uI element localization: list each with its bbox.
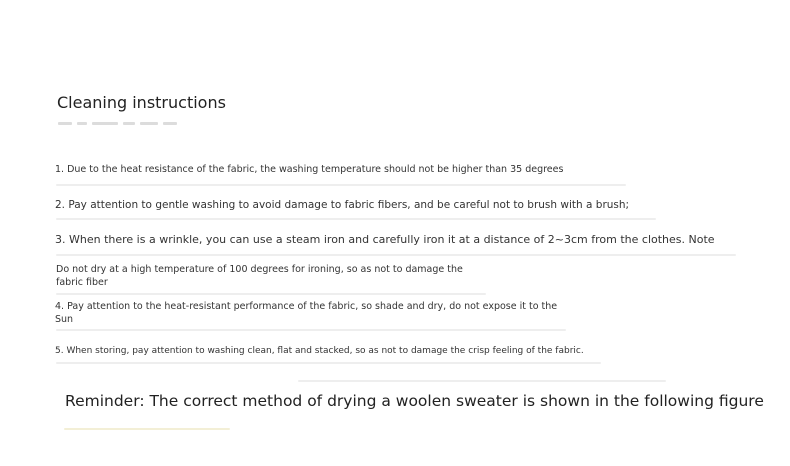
ghost-text-decoration [56, 293, 486, 295]
ghost-text-decoration [56, 218, 656, 220]
ghost-text-decoration [64, 428, 230, 430]
section-title: Cleaning instructions [57, 93, 226, 112]
ghost-text-decoration [56, 329, 566, 331]
ghost-text-decoration [298, 380, 666, 382]
title-underline-decoration [58, 120, 234, 126]
instruction-item-3: 3. When there is a wrinkle, you can use a steam iron and carefully iron it at a distance of 2~3cm from the clothes. Note [55, 233, 715, 246]
ghost-text-decoration [56, 184, 626, 186]
instruction-item-3-continued-line-2: fabric fiber [56, 277, 108, 288]
ghost-text-decoration [56, 254, 736, 256]
instruction-item-4-line-1: 4. Pay attention to the heat-resistant performance of the fabric, so shade and dry, do not expose it to the [55, 301, 558, 312]
instruction-item-3-continued-line-1: Do not dry at a high temperature of 100 degrees for ironing, so as not to damage the [56, 264, 463, 275]
instruction-item-1: 1. Due to the heat resistance of the fabric, the washing temperature should not be higher than 35 degrees [55, 164, 564, 175]
reminder-text: Reminder: The correct method of drying a woolen sweater is shown in the following figure [65, 392, 764, 410]
ghost-text-decoration [56, 362, 601, 364]
instruction-item-2: 2. Pay attention to gentle washing to avoid damage to fabric fibers, and be careful not to brush with a brush; [55, 199, 630, 211]
instruction-item-5: 5. When storing, pay attention to washing clean, flat and stacked, so as not to damage the crisp feeling of the fabric. [55, 346, 584, 356]
instruction-item-4-line-2: Sun [55, 314, 74, 325]
